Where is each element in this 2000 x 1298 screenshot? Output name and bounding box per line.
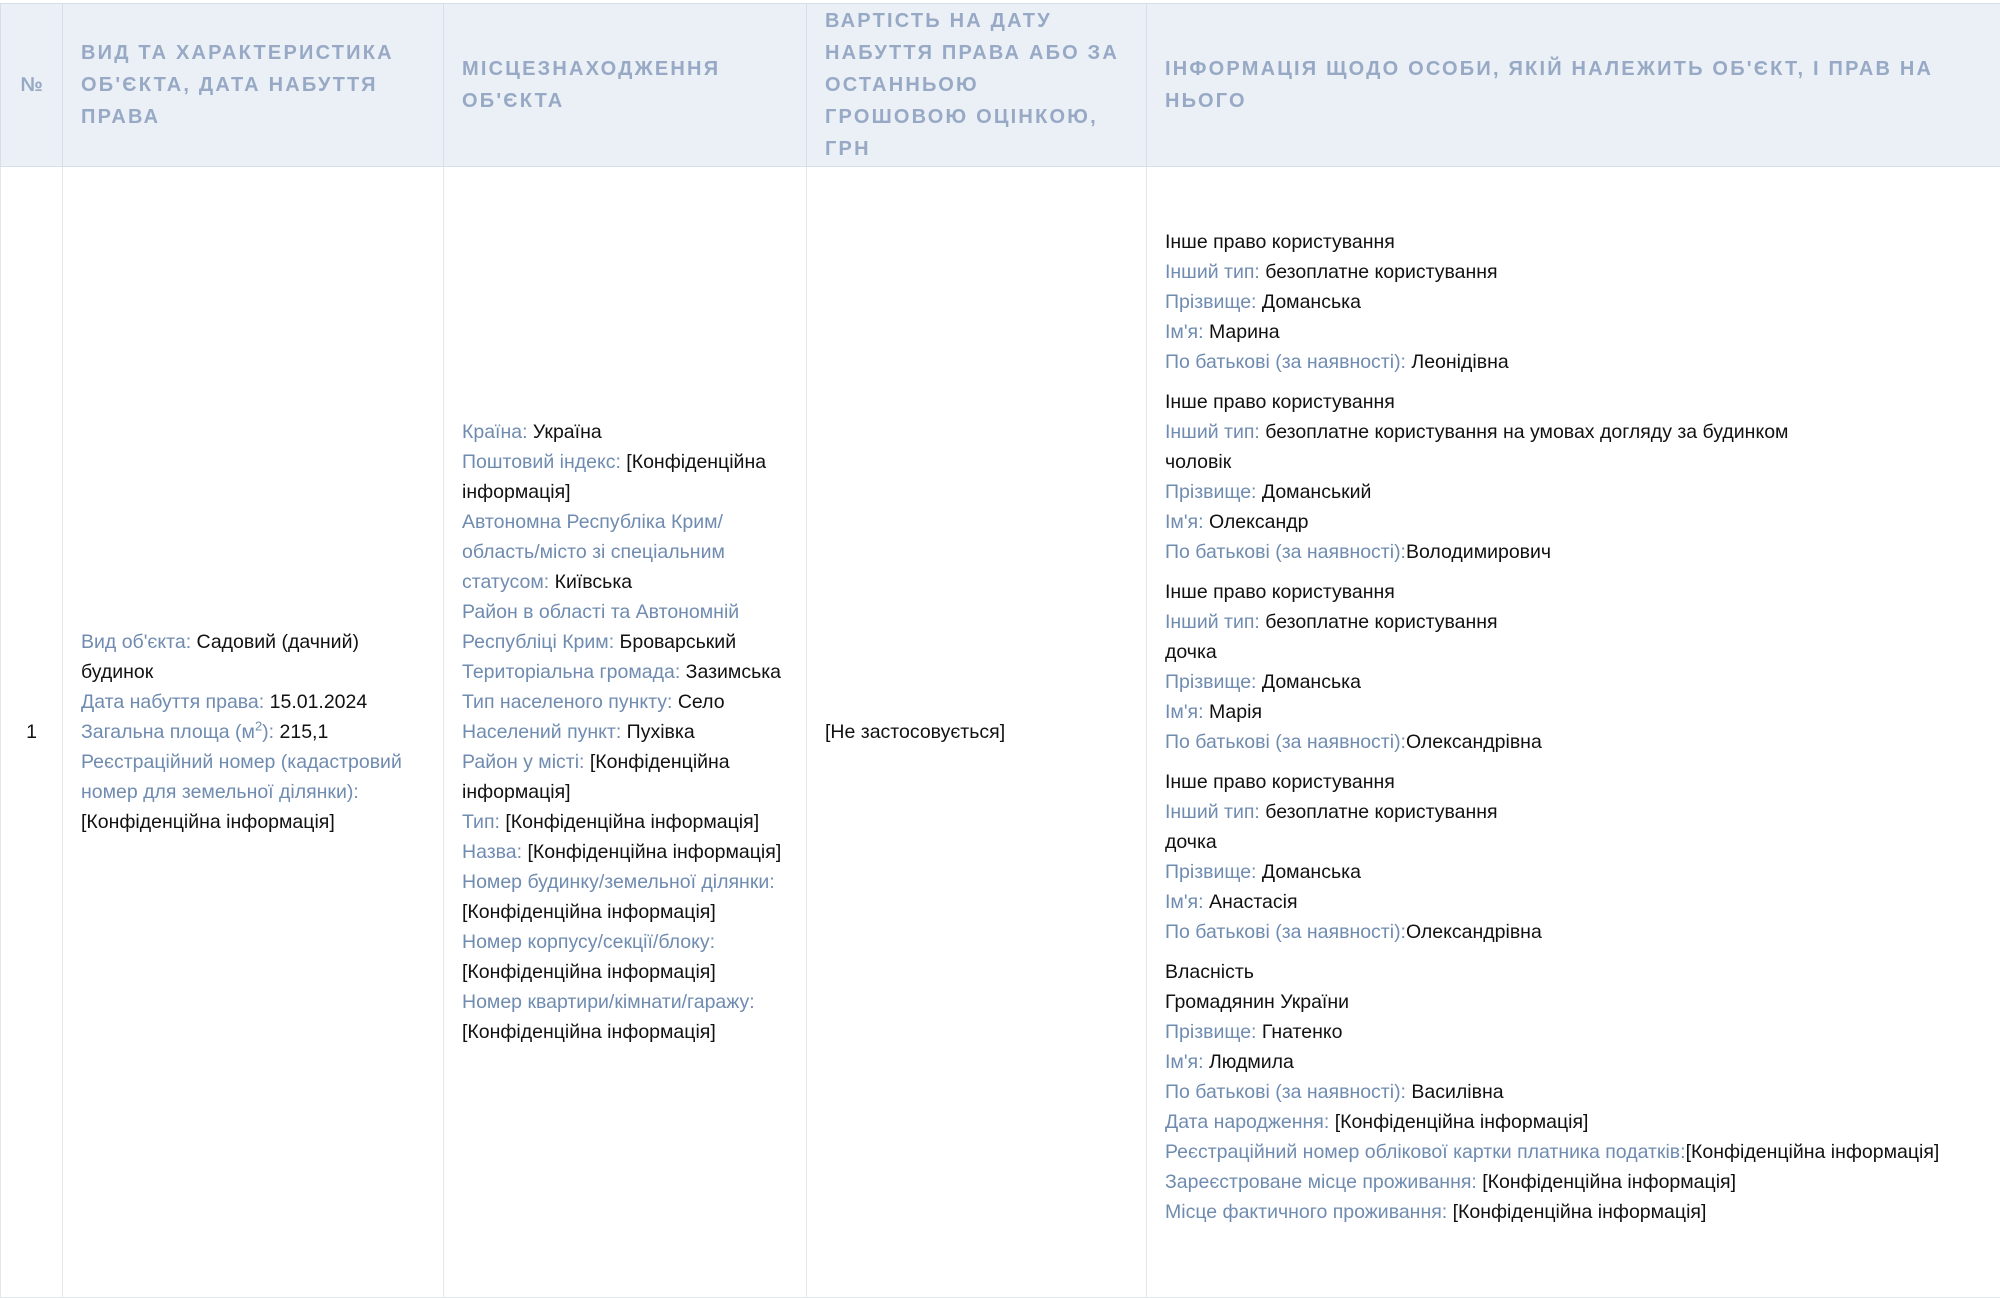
owner-surname: Прізвище: Доманська bbox=[1165, 667, 1982, 697]
owner-actual-address: Місце фактичного проживання: [Конфіденційна інформація] bbox=[1165, 1197, 1982, 1227]
location-apartment-number: Номер квартири/кімнати/гаражу: [Конфіденційна інформація] bbox=[462, 987, 788, 1047]
object-type: Вид об'єкта: Садовий (дачний) будинок bbox=[81, 627, 425, 687]
owner-entry bbox=[1165, 957, 1982, 1227]
owner-other-type: Інший тип: безоплатне користування bbox=[1165, 607, 1982, 637]
owner-right-type: Інше право користування bbox=[1165, 767, 1982, 797]
object-cell bbox=[63, 167, 444, 1298]
owner-surname: Прізвище: Доманська bbox=[1165, 287, 1982, 317]
owner-surname: Прізвище: Доманська bbox=[1165, 857, 1982, 887]
owner-other-type: Інший тип: безоплатне користування bbox=[1165, 257, 1982, 287]
owner-patronymic: По батькові (за наявності):Олександрівна bbox=[1165, 727, 1982, 757]
owner-patronymic: По батькові (за наявності):Олександрівна bbox=[1165, 917, 1982, 947]
table-row bbox=[1, 167, 2000, 1298]
owner-birth-date: Дата народження: [Конфіденційна інформація] bbox=[1165, 1107, 1982, 1137]
header-location: МІСЦЕЗНАХОДЖЕННЯ ОБ'ЄКТА bbox=[444, 4, 807, 167]
location-district: Район в області та Автономній Республіці Крим: Броварський bbox=[462, 597, 788, 657]
owner-surname: Прізвище: Гнатенко bbox=[1165, 1017, 1982, 1047]
location-cell bbox=[444, 167, 807, 1298]
row-number: 1 bbox=[1, 167, 63, 1298]
location-community: Територіальна громада: Зазимська bbox=[462, 657, 788, 687]
location-region: Автономна Республіка Крим/ область/місто зі спеціальним статусом: Київська bbox=[462, 507, 788, 597]
owner-patronymic: По батькові (за наявності):Володимирович bbox=[1165, 537, 1982, 567]
owner-right-type: Власність bbox=[1165, 957, 1982, 987]
owner-surname: Прізвище: Доманський bbox=[1165, 477, 1982, 507]
owner-tax-number: Реєстраційний номер облікової картки платника податків:[Конфіденційна інформація] bbox=[1165, 1137, 1982, 1167]
owner-name: Ім'я: Олександр bbox=[1165, 507, 1982, 537]
owner-citizenship: Громадянин України bbox=[1165, 987, 1982, 1017]
object-acquisition-date: Дата набуття права: 15.01.2024 bbox=[81, 687, 425, 717]
owner-right-type: Інше право користування bbox=[1165, 577, 1982, 607]
location-postal-code: Поштовий індекс: [Конфіденційна інформація] bbox=[462, 447, 788, 507]
owner-name: Ім'я: Марина bbox=[1165, 317, 1982, 347]
owner-right-type: Інше право користування bbox=[1165, 227, 1982, 257]
owner-cell bbox=[1147, 167, 2000, 1298]
owner-name: Ім'я: Людмила bbox=[1165, 1047, 1982, 1077]
owner-name: Ім'я: Марія bbox=[1165, 697, 1982, 727]
owner-right-type: Інше право користування bbox=[1165, 387, 1982, 417]
property-declaration-table bbox=[0, 3, 2000, 1298]
header-owner: ІНФОРМАЦІЯ ЩОДО ОСОБИ, ЯКІЙ НАЛЕЖИТЬ ОБ'ЄКТ, І ПРАВ НА НЬОГО bbox=[1147, 4, 2000, 167]
owner-relation: дочка bbox=[1165, 827, 1982, 857]
owner-other-type: Інший тип: безоплатне користування bbox=[1165, 797, 1982, 827]
owner-relation: дочка bbox=[1165, 637, 1982, 667]
owner-entry bbox=[1165, 577, 1982, 757]
object-area: Загальна площа $(м^2)$: 215,1 bbox=[81, 717, 425, 747]
owner-entry bbox=[1165, 387, 1982, 567]
location-street-name: Назва: [Конфіденційна інформація] bbox=[462, 837, 788, 867]
location-settlement: Населений пункт: Пухівка bbox=[462, 717, 788, 747]
header-value: ВАРТІСТЬ НА ДАТУ НАБУТТЯ ПРАВА АБО ЗА ОСТАННЬОЮ ГРОШОВОЮ ОЦІНКОЮ, ГРН bbox=[807, 4, 1147, 167]
object-registration-number: Реєстраційний номер (кадастровий номер для земельної ділянки): [Конфіденційна інформація] bbox=[81, 747, 425, 837]
owner-patronymic: По батькові (за наявності): Леонідівна bbox=[1165, 347, 1982, 377]
location-building-number: Номер корпусу/секції/блоку: [Конфіденційна інформація] bbox=[462, 927, 788, 987]
owner-patronymic: По батькові (за наявності): Василівна bbox=[1165, 1077, 1982, 1107]
location-street-type: Тип: [Конфіденційна інформація] bbox=[462, 807, 788, 837]
location-country: Країна: Україна bbox=[462, 417, 788, 447]
owner-entry bbox=[1165, 227, 1982, 377]
location-city-district: Район у місті: [Конфіденційна інформація] bbox=[462, 747, 788, 807]
location-house-number: Номер будинку/земельної ділянки: [Конфіденційна інформація] bbox=[462, 867, 788, 927]
table-header-row bbox=[1, 4, 2000, 167]
location-settlement-type: Тип населеного пункту: Село bbox=[462, 687, 788, 717]
owner-registered-address: Зареєстроване місце проживання: [Конфіденційна інформація] bbox=[1165, 1167, 1982, 1197]
value-cell: [Не застосовується] bbox=[807, 167, 1147, 1298]
owner-other-type: Інший тип: безоплатне користування на умовах догляду за будинком bbox=[1165, 417, 1982, 447]
header-object: ВИД ТА ХАРАКТЕРИСТИКА ОБ'ЄКТА, ДАТА НАБУТТЯ ПРАВА bbox=[63, 4, 444, 167]
header-number: № bbox=[1, 4, 63, 167]
owner-relation: чоловік bbox=[1165, 447, 1982, 477]
owner-entry bbox=[1165, 767, 1982, 947]
owner-name: Ім'я: Анастасія bbox=[1165, 887, 1982, 917]
